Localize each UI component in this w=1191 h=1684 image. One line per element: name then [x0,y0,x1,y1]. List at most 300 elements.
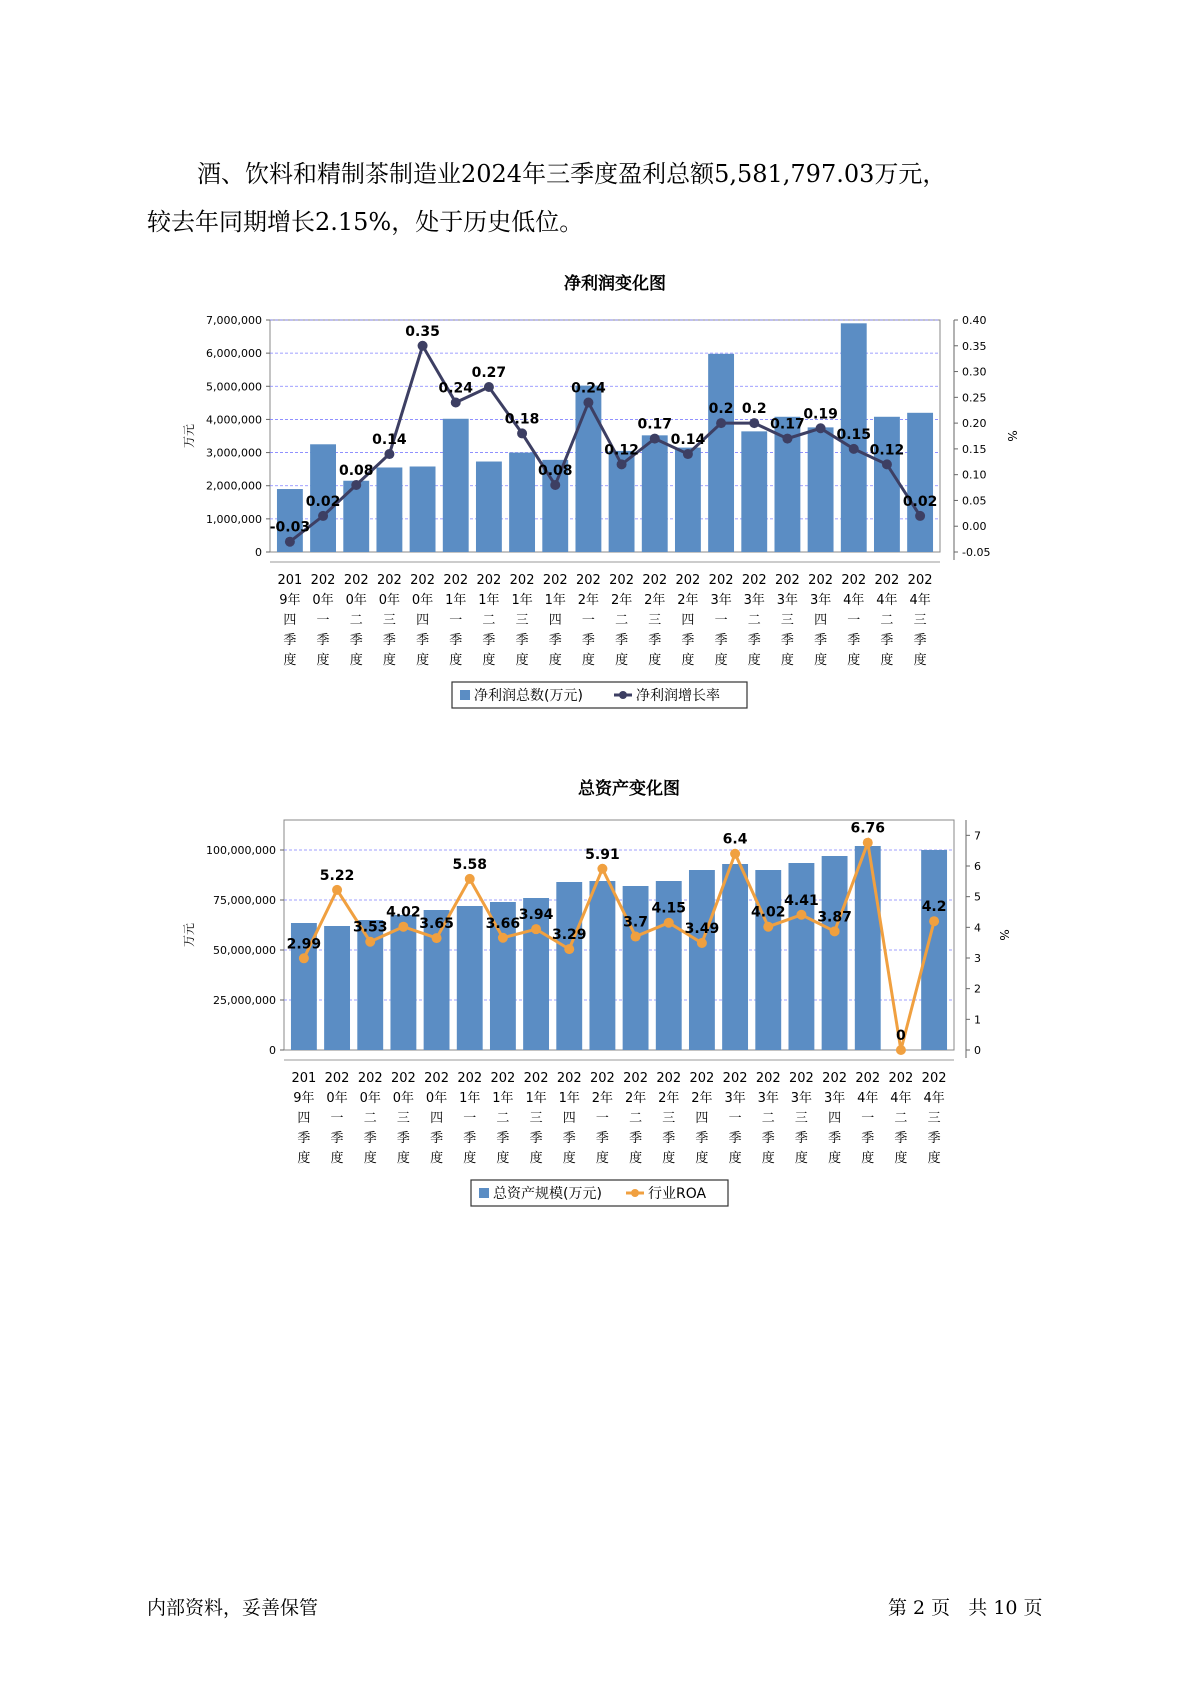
x-tick-label: 3年 [743,593,765,608]
bar [642,435,668,552]
x-tick-label: 季 [927,1131,941,1146]
x-tick-label: 三 [662,1111,676,1126]
bar [589,881,615,1050]
x-tick-label: 季 [861,1131,875,1146]
x-tick-label: 度 [728,1151,742,1166]
x-tick-label: 202 [789,1071,814,1086]
line-point [384,449,394,459]
right-tick-label: 2 [974,982,981,996]
bar [907,413,933,552]
bar [921,850,947,1050]
left-tick-label: 3,000,000 [206,446,262,460]
x-tick-label: 3年 [776,593,799,608]
x-tick-label: 度 [581,653,595,668]
x-tick-label: 三 [794,1111,808,1126]
right-tick-label: 1 [974,1013,981,1027]
x-tick-label: 2年 [677,593,699,608]
bar [808,427,834,552]
x-tick-label: 季 [482,633,496,648]
line-point [730,849,740,859]
x-tick-label: 度 [363,1151,377,1166]
x-tick-label: 度 [595,1151,609,1166]
x-tick-label: 1年 [445,593,467,608]
x-tick-label: 季 [761,1131,775,1146]
legend [471,1180,728,1206]
left-tick-label: 0 [269,1044,276,1057]
x-tick-label: 0年 [411,593,434,608]
left-tick-label: 7,000,000 [206,314,262,327]
x-tick-label: 201 [277,573,303,588]
data-label: 0.14 [372,432,407,449]
x-tick-label: 4年 [923,1091,945,1106]
x-tick-label: 3年 [710,593,732,608]
x-tick-label: 二 [496,1111,510,1126]
x-tick-label: 一 [581,613,595,628]
x-tick-label: 三 [780,613,794,628]
data-label: 0.2 [708,401,734,418]
data-label: 0.12 [869,442,905,459]
bar [410,466,436,552]
data-label: 5.58 [452,856,488,873]
data-label: -0.03 [269,519,311,536]
x-tick-label: 四 [828,1111,842,1126]
data-label: 0.08 [537,462,573,479]
x-tick-label: 季 [913,633,927,648]
x-tick-label: 202 [523,1071,549,1086]
x-tick-label: 季 [316,633,330,648]
data-label: 3.29 [551,927,587,944]
x-tick-label: 四 [814,613,828,628]
x-tick-label: 四 [695,1111,709,1126]
x-tick-label: 202 [741,573,767,588]
x-tick-label: 度 [761,1151,775,1166]
data-label: 6.4 [722,831,748,848]
x-tick-label: 4年 [909,593,931,608]
data-label: 5.22 [319,867,355,884]
x-tick-label: 3年 [809,593,832,608]
footer-page-number: 第 2 页 共 10 页 [888,1597,1043,1619]
data-label: 4.2 [921,899,947,916]
x-tick-label: 度 [847,653,861,668]
data-label: 0.2 [741,401,767,418]
line-point [299,953,309,963]
line-point [796,910,806,920]
line-point [683,449,693,459]
x-tick-label: 3年 [757,1091,779,1106]
x-tick-label: 四 [416,613,430,628]
x-tick-label: 201 [291,1071,317,1086]
line-point [465,874,475,884]
data-label: 3.65 [419,916,454,933]
x-tick-label: 202 [424,1071,449,1086]
right-tick-label: 3 [974,952,981,965]
x-tick-label: 度 [330,1151,344,1166]
line-point [915,511,925,521]
data-label: 0.17 [770,416,805,433]
x-tick-label: 202 [822,1071,848,1086]
x-tick-label: 202 [907,573,933,588]
legend-bar-label: 净利润总数(万元) [474,688,583,704]
x-tick-label: 二 [894,1111,908,1126]
x-tick-label: 度 [629,1151,643,1166]
data-label: 3.87 [817,909,852,926]
x-tick-label: 季 [880,633,894,648]
legend-bar-label: 总资产规模(万元) [493,1186,602,1202]
x-tick-label: 0年 [326,1091,348,1106]
x-tick-label: 202 [357,1071,383,1086]
x-tick-label: 3年 [823,1091,846,1106]
data-label: 6.76 [850,820,886,837]
x-tick-label: 度 [747,653,761,668]
x-tick-label: 9年 [279,593,301,608]
data-label: 0.17 [637,416,673,433]
x-tick-label: 季 [529,1131,543,1146]
data-label: 0.35 [405,323,440,340]
x-tick-label: 度 [861,1151,875,1166]
x-tick-label: 度 [927,1151,941,1166]
bar [376,467,402,552]
x-tick-label: 季 [463,1131,477,1146]
x-tick-label: 四 [548,613,562,628]
x-tick-label: 2年 [610,593,633,608]
bar [443,419,469,552]
x-tick-label: 202 [755,1071,781,1086]
chart-title: 总资产变化图 [578,779,680,799]
bar [741,431,767,552]
right-tick-label: 0.10 [962,468,987,482]
data-label: 0.24 [571,380,606,397]
line-point [418,341,428,351]
x-tick-label: 度 [382,653,396,668]
line-point [498,933,508,943]
line-point [365,937,375,947]
left-tick-label: 0 [255,546,262,559]
x-tick-label: 1年 [544,593,566,608]
x-tick-label: 202 [509,573,535,588]
x-tick-label: 二 [761,1111,775,1126]
line-point [863,838,873,848]
x-tick-label: 0年 [425,1091,448,1106]
x-tick-label: 二 [349,613,363,628]
bar [476,462,502,552]
x-tick-label: 202 [324,1071,350,1086]
x-tick-label: 202 [576,573,601,588]
x-tick-label: 二 [629,1111,643,1126]
x-tick-label: 三 [913,613,927,628]
line-point [650,434,660,444]
line-point [929,916,939,926]
x-tick-label: 度 [316,653,330,668]
x-tick-label: 一 [728,1111,742,1126]
line-point [617,459,627,469]
data-label: 3.94 [518,907,554,924]
legend-line-marker [631,1189,639,1197]
line-point [332,885,342,895]
x-tick-label: 季 [449,633,463,648]
x-tick-label: 2年 [644,593,666,608]
right-tick-label: 0.25 [962,391,987,405]
x-tick-label: 202 [921,1071,947,1086]
x-tick-label: 0年 [359,1091,381,1106]
x-tick-label: 季 [416,633,430,648]
bar [457,906,483,1050]
x-tick-label: 202 [841,573,867,588]
x-tick-label: 三 [529,1111,543,1126]
bar [708,354,734,552]
data-label: 0 [896,1028,906,1044]
x-tick-label: 9年 [293,1091,315,1106]
left-axis-title: 万元 [182,423,196,449]
line-point [716,418,726,428]
data-label: 0.15 [836,426,872,443]
data-label: 0.12 [604,442,639,459]
x-tick-label: 度 [913,653,927,668]
left-tick-label: 4,000,000 [206,413,262,427]
bar [623,886,649,1050]
line-point [285,537,295,547]
x-tick-label: 度 [529,1151,543,1166]
x-tick-label: 202 [874,573,900,588]
x-tick-label: 三 [396,1111,410,1126]
x-tick-label: 三 [648,613,662,628]
x-tick-label: 202 [656,1071,682,1086]
data-label: 4.15 [651,900,687,917]
x-tick-label: 0年 [312,593,334,608]
x-tick-label: 202 [808,573,834,588]
x-tick-label: 季 [349,633,363,648]
x-tick-label: 202 [376,573,402,588]
x-tick-label: 度 [482,653,496,668]
line-point [782,434,792,444]
x-tick-label: 202 [310,573,336,588]
x-tick-label: 一 [316,613,330,628]
x-tick-label: 二 [747,613,761,628]
x-tick-label: 季 [714,633,728,648]
right-axis-title: % [997,929,1011,941]
x-tick-label: 度 [396,1151,410,1166]
x-tick-label: 度 [615,653,629,668]
x-tick-label: 二 [615,613,629,628]
x-tick-label: 202 [410,573,435,588]
x-tick-label: 季 [595,1131,609,1146]
x-tick-label: 季 [297,1131,311,1146]
left-tick-label: 75,000,000 [213,894,276,907]
x-tick-label: 202 [855,1071,881,1086]
line-point [597,864,607,874]
line-point [517,428,527,438]
x-tick-label: 四 [297,1111,311,1126]
left-axis-title: 万元 [182,922,196,948]
x-tick-label: 二 [363,1111,377,1126]
right-tick-label: 0.00 [962,520,987,534]
data-label: 3.7 [623,914,648,931]
x-tick-label: 一 [330,1111,344,1126]
x-tick-label: 度 [430,1151,444,1166]
x-tick-label: 202 [722,1071,748,1086]
line-point [664,918,674,928]
right-tick-label: 0.40 [962,314,987,327]
x-tick-label: 度 [297,1151,311,1166]
line-point [531,924,541,934]
x-tick-label: 4年 [876,593,898,608]
line-point [432,933,442,943]
bar [822,856,848,1050]
x-tick-label: 202 [542,573,568,588]
x-tick-label: 季 [515,633,529,648]
data-label: 0.19 [803,406,838,423]
x-tick-label: 202 [689,1071,715,1086]
data-label: 0.27 [471,365,507,382]
x-tick-label: 202 [708,573,734,588]
x-tick-label: 季 [747,633,761,648]
x-tick-label: 202 [888,1071,914,1086]
bar [855,846,881,1050]
x-tick-label: 度 [828,1151,842,1166]
x-tick-label: 度 [681,653,695,668]
x-tick-label: 202 [642,573,668,588]
line-point [398,922,408,932]
x-tick-label: 0年 [345,593,367,608]
data-label: 0.02 [305,493,341,510]
line-point [351,480,361,490]
x-tick-label: 一 [714,613,728,628]
data-label: 5.91 [585,846,620,863]
x-tick-label: 季 [496,1131,510,1146]
legend-line-label: 净利润增长率 [636,688,720,704]
x-tick-label: 202 [343,573,369,588]
line-point [484,382,494,392]
x-tick-label: 四 [681,613,695,628]
x-tick-label: 1年 [525,1091,547,1106]
line-point [631,932,641,942]
data-label: 0.02 [902,493,938,510]
left-tick-label: 50,000,000 [213,944,276,957]
x-tick-label: 季 [430,1131,444,1146]
legend [452,682,747,708]
x-tick-label: 季 [794,1131,808,1146]
line-point [550,480,560,490]
legend-line-label: 行业ROA [648,1186,707,1202]
bar [722,864,748,1050]
total-assets-chart [0,770,1191,1210]
data-label: 0.24 [438,380,474,397]
x-tick-label: 202 [623,1071,648,1086]
right-tick-label: 0.05 [962,494,987,508]
data-label: 2.99 [286,936,322,953]
x-tick-label: 季 [648,633,662,648]
x-tick-label: 202 [443,573,469,588]
x-tick-label: 二 [880,613,894,628]
x-tick-label: 三 [927,1111,941,1126]
bar [324,926,350,1050]
x-tick-label: 季 [728,1131,742,1146]
left-tick-label: 2,000,000 [206,479,262,493]
x-tick-label: 四 [283,613,297,628]
x-tick-label: 1年 [558,1091,580,1106]
bar [874,417,900,552]
x-tick-label: 度 [794,1151,808,1166]
chart-title: 净利润变化图 [564,274,666,294]
x-tick-label: 度 [814,653,828,668]
summary-paragraph [147,150,1047,246]
x-tick-label: 季 [681,633,695,648]
x-tick-label: 一 [449,613,463,628]
line-point [849,444,859,454]
left-tick-label: 1,000,000 [206,512,262,526]
left-tick-label: 5,000,000 [206,380,262,394]
right-tick-label: 0.20 [962,417,987,431]
x-tick-label: 季 [629,1131,643,1146]
right-tick-label: 5 [974,890,981,904]
x-tick-label: 一 [861,1111,875,1126]
left-tick-label: 100,000,000 [206,844,276,857]
bar [509,453,535,552]
line-point [749,418,759,428]
x-tick-label: 季 [581,633,595,648]
x-tick-label: 度 [648,653,662,668]
x-tick-label: 度 [283,653,297,668]
x-tick-label: 0年 [392,1091,415,1106]
x-tick-label: 季 [548,633,562,648]
x-tick-label: 季 [894,1131,908,1146]
x-tick-label: 季 [330,1131,344,1146]
data-label: 0.08 [338,462,374,479]
right-tick-label: 0.15 [962,442,987,456]
x-tick-label: 202 [675,573,701,588]
data-label: 4.02 [386,904,421,921]
x-tick-label: 202 [609,573,634,588]
x-tick-label: 一 [595,1111,609,1126]
bar [556,882,582,1050]
x-tick-label: 四 [430,1111,444,1126]
x-tick-label: 度 [449,653,463,668]
line-point [830,926,840,936]
x-tick-label: 202 [390,1071,416,1086]
x-tick-label: 202 [556,1071,582,1086]
summary-line-1: 酒、饮料和精制茶制造业2024年三季度盈利总额5,581,797.03万元， [197,160,947,188]
x-tick-label: 3年 [790,1091,813,1106]
bar [390,915,416,1050]
line-point [896,1045,906,1055]
bar [788,863,814,1050]
x-tick-label: 202 [590,1071,615,1086]
x-tick-label: 季 [780,633,794,648]
right-tick-label: -0.05 [962,546,991,559]
x-tick-label: 0年 [378,593,401,608]
bar [575,386,601,552]
x-tick-label: 季 [662,1131,676,1146]
x-tick-label: 4年 [857,1091,879,1106]
x-tick-label: 三 [515,613,529,628]
line-point [816,423,826,433]
x-tick-label: 度 [562,1151,576,1166]
data-label: 3.66 [485,915,521,932]
legend-line-marker [619,691,627,699]
x-tick-label: 季 [283,633,297,648]
x-tick-label: 2年 [577,593,600,608]
line-point [451,397,461,407]
x-tick-label: 季 [615,633,629,648]
bar [675,448,701,552]
right-tick-label: 4 [974,921,981,935]
data-label: 0.14 [670,432,706,449]
x-tick-label: 三 [382,613,396,628]
line-point [564,944,574,954]
x-tick-label: 度 [714,653,728,668]
x-tick-label: 一 [847,613,861,628]
x-tick-label: 度 [548,653,562,668]
x-tick-label: 度 [880,653,894,668]
